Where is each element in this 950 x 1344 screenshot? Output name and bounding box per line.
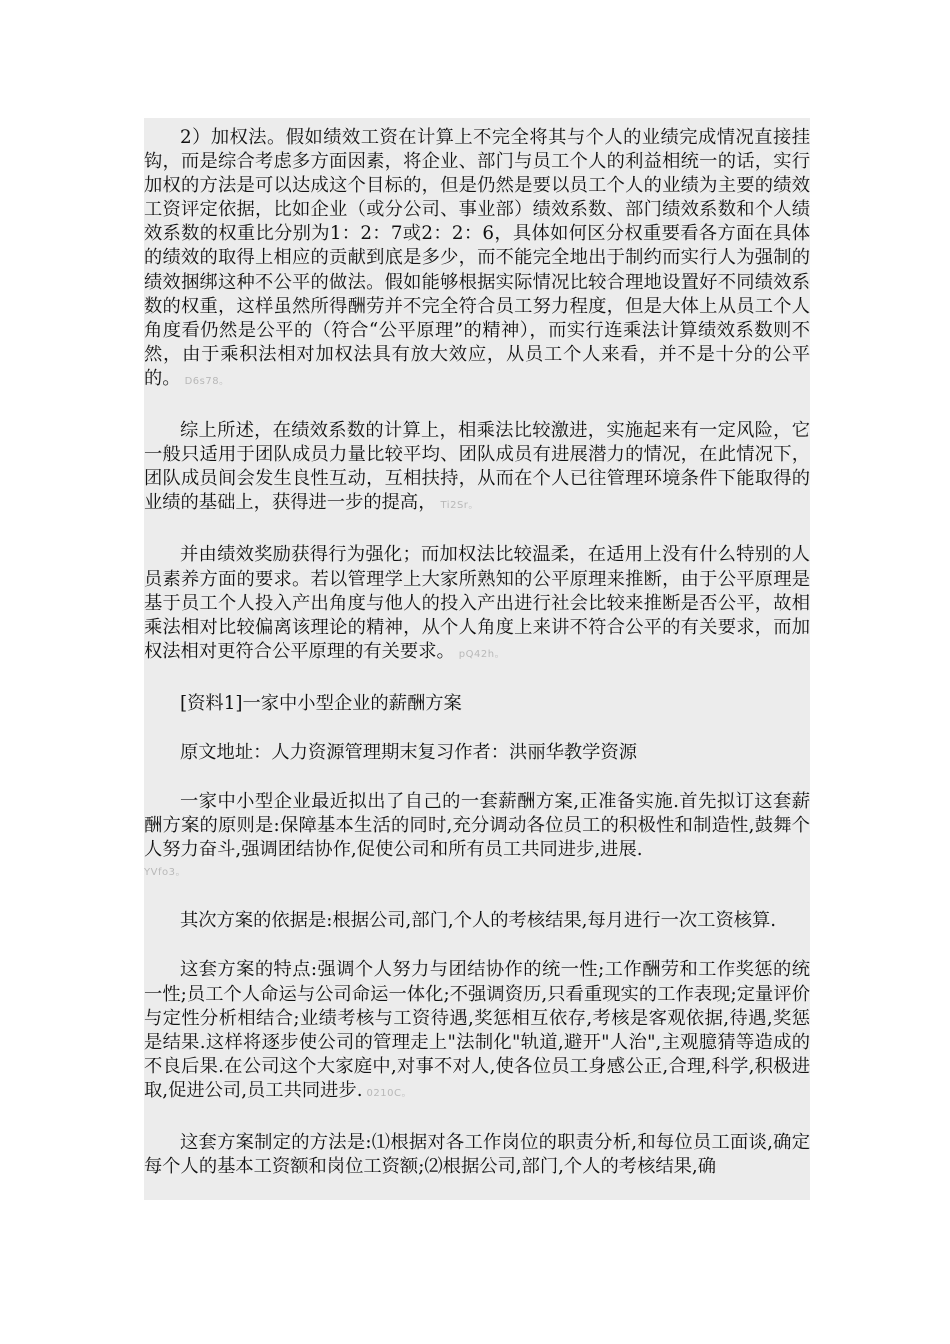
paragraph-text: 2）加权法。假如绩效工资在计算上不完全将其与个人的业绩完成情况直接挂钩，而是综合考虑多方面因素，将企业、部门与员工个人的利益相统一的话，实行加权的方法是可以达成这个目标的，但是仍然是要以员工个人的业绩为主要的绩效工资评定依据，比如企业（或分公司、事业部）绩效系数、部门绩效系数和个人绩效系数的权重比分别为1：2：7或2：2：6，具体如何区分权重要看各方面在具体的绩效的取得上相应的贡献到底是多少，而不能完全地出于制约而实行人为强制的绩效捆绑这种不公平的做法。假如能够根据实际情况比较合理地设置好不同绩效系数的权重，这样虽然所得酬劳并不完全符合员工努力程度，但是大体上从员工个人角度看仍然是公平的（符合“公平原理”的精神），而实行连乘法计算绩效系数则不然，由于乘积法相对加权法具有放大效应，从员工个人来看，并不是十分的公平的。 xyxy=(144,127,810,389)
paragraph-text: 这套方案的特点:强调个人努力与团结协作的统一性;工作酬劳和工作奖惩的统一性;员工个人命运与公司命运一体化;不强调资历,只看重现实的工作表现;定量评价与定性分析相结合;业绩考核与工资待遇,奖惩相互依存,考核是客观依据,待遇,奖惩是结果.这样将逐步使公司的管理走上"法制化"轨道,避开"人治",主观臆猜等造成的不良后果.在公司这个大家庭中,对事不对人,使各位员工身感公正,合理,科学,积极进取,促进公司,员工共同进步. xyxy=(144,959,810,1101)
paragraph-source xyxy=(144,741,810,765)
watermark-code: 0210C。 xyxy=(366,1087,412,1099)
watermark-code: D6s78。 xyxy=(184,375,230,387)
paragraph-text: 一家中小型企业最近拟出了自己的一套薪酬方案,正准备实施.首先拟订这套薪酬方案的原则是:保障基本生活的同时,充分调动各位员工的积极性和制造性,鼓舞个人努力奋斗,强调团结协作,促使公司和所有员工共同进步,进展. xyxy=(144,791,810,861)
paragraph-summary xyxy=(144,419,810,518)
paragraph-text: 综上所述，在绩效系数的计算上，相乘法比较激进，实施起来有一定风险，它一般只适用于团队成员力量比较平均、团队成员有进展潜力的情况，在此情况下，团队成员间会发生良性互动，互相扶持，从而在个人已往管理环境条件下能取得的业绩的基础上，获得进一步的提高， xyxy=(144,420,810,514)
paragraph-text: 其次方案的依据是:根据公司,部门,个人的考核结果,每月进行一次工资核算. xyxy=(180,910,777,932)
document-body xyxy=(144,118,810,1200)
watermark-code: pQ42h。 xyxy=(458,648,506,660)
paragraph-methods xyxy=(144,1131,810,1179)
paragraph-principles xyxy=(144,790,810,884)
paragraph-text: 并由绩效奖励获得行为强化；而加权法比较温柔，在适用上没有什么特别的人员素养方面的要求。若以管理学上大家所熟知的公平原理来推断，由于公平原理是基于员工个人投入产出角度与他人的投入产出进行社会比较来推断是否公平，故相乘法相对比较偏离该理论的精神，从个人角度上来讲不符合公平的有关要求，而加权法相对更符合公平原理的有关要求。 xyxy=(144,544,810,662)
paragraph-text: [资料1]一家中小型企业的薪酬方案 xyxy=(180,692,462,714)
watermark-code: Ti2Sr。 xyxy=(440,500,479,512)
paragraph-weighting-method xyxy=(144,126,810,394)
paragraph-text: 原文地址：人力资源管理期末复习作者：洪丽华教学资源 xyxy=(180,741,638,763)
watermark-code: YVfo3。 xyxy=(144,867,186,879)
paragraph-text: 这套方案制定的方法是:⑴根据对各工作岗位的职责分析,和每位员工面谈,确定每个人的基本工资额和岗位工资额;⑵根据公司,部门,个人的考核结果,确 xyxy=(144,1132,810,1178)
paragraph-basis xyxy=(144,909,810,933)
paragraph-features xyxy=(144,958,810,1106)
paragraph-material-title xyxy=(144,692,810,716)
paragraph-reinforcement xyxy=(144,543,810,666)
